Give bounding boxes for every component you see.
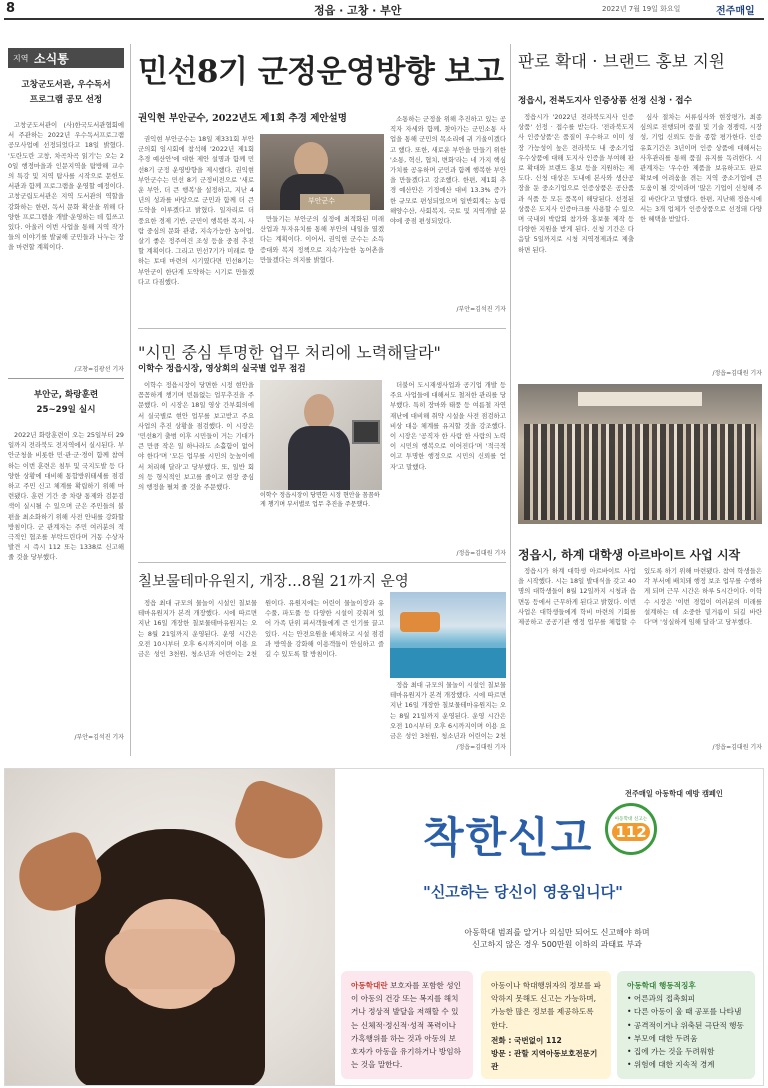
page-header xyxy=(4,0,764,18)
column-rule-2 xyxy=(510,44,511,756)
ad-box3-item-2: • 다른 아동이 울 때 공포를 나타냄 xyxy=(627,1007,742,1017)
article4-photo-pool xyxy=(390,648,506,678)
ad-112-badge-number: 112 xyxy=(612,823,650,841)
column-rule xyxy=(130,44,131,756)
article3-photo-caption: 이학수 정읍시장이 당면한 시정 현안을 꼼꼼하게 챙기며 부서별로 업무 추진을 주문했다. xyxy=(260,492,380,508)
article1-photo-nameplate: 부안군수 xyxy=(308,197,336,205)
ad-child-photo xyxy=(5,769,335,1086)
article5-byline: /정읍=김대원 기자 xyxy=(712,744,762,751)
ad-box2-body: 아동이나 학대행위자의 정보를 파악하지 못해도 신고는 가능하며, 가능한 많은 정보를 제공하도록 한다. xyxy=(491,981,601,1030)
article3-photo-person-body xyxy=(288,426,350,490)
article1-body-b: 만들기는 부안군의 실정에 최적화된 미래산업과 투자유치를 통해 부안의 내일을 열겠다는 계획이다. 이어서, 권익현 군수는 소득증대와 복지 정책으로 지속가능한 농어촌을 만들겠다는 의지를 밝혔다. xyxy=(260,215,384,264)
article2-headline: 판로 확대 · 브랜드 홍보 지원 xyxy=(518,52,725,71)
article3-body-b: 더불어 도시재생사업과 공기업 개발 등 주요 사업들에 대해서도 철저한 관리를 당부했다. 특히 장마와 태풍 등 여름철 자연재난에 대비해 취약 시설을 사전 점검하고 비상 대응 체계를 유지할 것을 강조했다. 이 시장은 '공직자 한 사람 한 사람의 노력이 시민의 행복으로 이어진다'며 '적극적이고 투명한 행정으로 시민의 신뢰를 얻자'고 말했다. xyxy=(390,381,506,471)
article3-photo-monitor xyxy=(352,420,380,444)
ad-box3-item-1: • 어른과의 접촉회피 xyxy=(627,994,696,1004)
article5-headline: 정읍시, 하계 대학생 아르바이트 사업 시작 xyxy=(518,548,741,562)
ad-box2-visit: 방문 : 관할 지역아동보호전문기관 xyxy=(491,1049,598,1072)
ad-box-report xyxy=(481,971,611,1079)
ad-box3-item-5: • 집에 가는 것을 두려워함 xyxy=(627,1047,715,1057)
article3-photo-person-head xyxy=(304,394,334,430)
ad-box1-title: 아동학대란 xyxy=(351,981,388,990)
article1-photo xyxy=(260,134,384,210)
ad-banner xyxy=(4,768,764,1086)
article3-subhead: 이학수 정읍시장, 영상회의 실국별 업무 점검 xyxy=(138,364,306,374)
ad-box3-item-3: • 공격적이거나 위축된 극단적 행동 xyxy=(627,1020,744,1030)
ad-box-definition xyxy=(341,971,473,1079)
ad-box3-title: 아동학대 행동적징후 xyxy=(627,981,696,990)
sidebar-label: 지역 xyxy=(13,54,29,63)
article5-body: 정읍시가 하계 대학생 아르바이트 사업을 시작했다. 시는 18일 발대식을 갖고 40명의 대학생들이 8월 12일까지 시청과 읍면동 등에서 근무하게 된다고 밝혔다. 이번 사업은 대학생들에게 학비 마련의 기회를 제공하고 공공기관 행정 업무를 체험할 수 있도록 하기 위해 마련됐다. 참여 학생들은 각 부서에 배치돼 행정 보조 업무를 수행하게 되며 근무 시간은 하루 5시간이다. 이학수 시장은 '이번 경험이 여러분의 미래를 설계하는 데 소중한 밑거름이 되길 바란다'며 '성실하게 임해 달라'고 당부했다. xyxy=(518,567,762,627)
article1-body-a: 권익현 부안군수는 18일 제331회 부안군의회 임시회에 참석해 '2022년 제1회 추경 예산안'에 대한 제안 설명과 함께 민선8기 군정 운영방향을 제시했다. 권익현 부안군수는 민선 8기 군정비전으로 '새로운 부안, 더 큰 행복'을 설정하고, 지난 4년의 성과를 바탕으로 군민과 함께 더 큰 도약을 이루겠다고 밝혔다. 일자리로 더 풍요한 경제 기반, 군민이 행복한 복지, 사람 중심의 문화 관광, 지속가능한 농어업, 살기 좋은 정주여건 조성 등을 중점 추진할 계획이다. 그리고 민선7기가 미래로 향하는 토대 마련의 시기였다면 민선8기는 부안군이 한단계 도약하는 시기로 만들겠다고 다짐했다. xyxy=(138,135,254,286)
ad-112-badge xyxy=(605,803,657,855)
ad-box2-phone: 전화 : 국번없이 112 xyxy=(491,1035,562,1045)
article4-body-b: 정읍 최대 규모의 물놀이 시설인 칠보물테마유원지가 본격 개장했다. 시에 따르면 지난 16일 개장한 칠보물테마유원지는 오는 8월 21일까지 운영된다. 운영 시간은 오전 10시부터 오후 6시까지이며 이용 요금은 성인 3천원, 청소년과 어린이는 2천 xyxy=(390,681,506,740)
article4-body: 정읍 최대 규모의 물놀이 시설인 칠보물테마유원지가 본격 개장했다. 시에 따르면 지난 16일 개장한 칠보물테마유원지는 오는 8월 21일까지 운영된다. 운영 시간은 오전 10시부터 오후 6시까지이며 이용 요금은 성인 3천원, 청소년과 어린이는 2천원이다. 유원지에는 어린이 물놀이장과 유수풀, 파도풀 등 다양한 시설이 갖춰져 있어 가족 단위 피서객들에게 큰 인기를 끌고 있다. 시는 안전요원을 배치하고 시설 점검과 방역을 강화해 이용객들이 안심하고 즐길 수 있도록 할 방침이다. xyxy=(138,599,384,659)
ad-child-hands xyxy=(105,929,235,989)
article4-photo-slide xyxy=(400,612,440,632)
newspaper-name: 전주매일 xyxy=(716,6,755,17)
ad-box-signs xyxy=(617,971,755,1079)
article5-photo-crowd xyxy=(524,424,756,520)
sidebar-label-box xyxy=(8,48,124,68)
article1-body-c: 소통하는 군정을 위해 추진하고 있는 공직자 자세와 함께, 찾아가는 군민소통 사업을 통해 군민의 목소리에 귀 기울이겠다고 했다. 또한, 새로운 부안을 만들기 위한 '소통, 혁신, 협치, 변화'라는 네 가지 핵심 가치를 공유하며 군민과 함께 행복한 부안을 만들겠다고 강조했다. 한편, 제1회 추경 예산안은 기정예산 대비 13.3% 증가한 규모로 편성되었으며 일반회계는 농림해양수산, 사회복지, 국토 및 지역개발 분야에 중점 편성되었다. xyxy=(390,115,506,226)
ad-org: 전주매일 아동학대 예방 캠페인 xyxy=(625,789,723,798)
ad-box3-item-4: • 부모에 대한 두려움 xyxy=(627,1033,698,1043)
sidebar-news2-byline: /부안=김석진 기자 xyxy=(74,734,124,741)
page-number: 8 xyxy=(6,1,16,16)
ad-box1-body: 보호자를 포함한 성인이 아동의 건강 또는 복지를 해치거나 정상적 발달을 저해할 수 있는 신체적·정신적·성적 폭력이나 가혹행위를 하는 것과 아동의 보호자가 아동을 유기하거나 방임하는 것을 말한다. xyxy=(351,981,461,1070)
article3-byline: /정읍=김대원 기자 xyxy=(456,550,506,557)
issue-date: 2022년 7월 19일 화요일 xyxy=(602,5,681,13)
ad-box3-item-6: • 위험에 대한 지속적 경계 xyxy=(627,1060,715,1070)
sidebar-divider xyxy=(8,378,124,379)
sidebar-news2-body: 2022년 화랑훈련이 오는 25일부터 29일까지 전라북도 전지역에서 실시된다. 부안군청을 비롯한 민·관·군·경이 함께 참여하는 이번 훈련은 침투 및 국지도발 등 다양한 상황에 대비해 통합방위태세를 점검하고 주민 신고 체계를 확립하기 위해 마련됐다. 훈련 기간 중 차량 통제와 검문검색이 실시될 수 있으며 군은 주민들의 불편을 최소화하기 위해 사전 안내를 강화할 방침이다. 군 관계자는 주민 여러분의 적극적인 협조를 부탁드린다며 거동 수상자 발견 시 즉시 112 또는 1338로 신고해 줄 것을 당부했다. xyxy=(8,431,124,562)
article4-photo xyxy=(390,592,506,678)
article4-headline: 칠보물테마유원지, 개장…8월 21까지 운영 xyxy=(138,574,409,590)
sidebar-news1-body: 고창군도서관이 (사)한국도서관협회에서 주관하는 2022년 우수독서프로그램 공모사업에 선정되었다고 18일 밝혔다. '도란도란 고창, 차곡차곡 읽기'는 오는 20일 행정마을과 인문지역을 탐방해 교수의 특강 및 지역 탐사를 시작으로 문헌도서관과 함께 프로그램을 운영할 예정이다. 고창군립도서관은 지역 도서관의 역할을 강화하는 한편, 독서 문화 확산을 위해 다양한 프로그램을 개발·운영하는 데 힘쓰고 있다. 아울러 이번 사업을 통해 지역 작가들의 이야기를 발굴해 군민들과 나누는 장을 마련할 계획이다. xyxy=(8,121,124,252)
sidebar-title: 소식통 xyxy=(34,52,69,66)
article2-byline: /정읍=김대원 기자 xyxy=(712,370,762,377)
article3-rule xyxy=(138,328,506,329)
ad-logo-text: 착한신고 xyxy=(423,813,594,862)
article4-rule xyxy=(138,562,506,563)
article3-photo xyxy=(260,380,382,490)
sidebar-news2-headline: 부안군, 화랑훈련 25~29일 실시 xyxy=(33,390,99,415)
article3-headline: "시민 중심 투명한 업무 처리에 노력해달라" xyxy=(138,343,441,362)
article2-subhead: 정읍시, 전북도지사 인증상품 선정 신청 · 접수 xyxy=(518,96,692,106)
section-title: 정읍 · 고창 · 부안 xyxy=(314,4,402,17)
article2-body-b: 심사 절차는 서류심사와 현장평가, 최종 심의로 진행되며 품질 및 기술 경쟁력, 시장성, 기업 신뢰도 등을 종합 평가한다. 인증 유효기간은 3년이며 인증 상품에 대해서는 사후관리를 통해 품질 유지를 독려한다. 시 관계자는 '우수한 제품을 보유하고도 판로 확보에 어려움을 겪는 지역 중소기업에 큰 도움이 될 것'이라며 '많은 기업이 신청해 주길 바란다'고 말했다. 한편, 지난해 정읍시에서는 3개 업체가 인증상품으로 선정돼 다양한 혜택을 받았다. xyxy=(640,113,762,224)
ad-112-badge-top: 아동학대 신고는 xyxy=(614,817,648,822)
ad-desc: 아동학대 범죄를 알거나 의심만 되어도 신고해야 하며 신고하지 않은 경우 500만원 이하의 과태료 부과 xyxy=(464,928,650,949)
article5-photo-banner xyxy=(578,392,702,406)
article5-photo xyxy=(518,384,762,524)
article1-subhead: 권익현 부안군수, 2022년도 제1회 추경 제안설명 xyxy=(138,113,347,124)
article1-byline: /부안=김석진 기자 xyxy=(456,306,506,313)
ad-slogan: "신고하는 당신이 영웅입니다" xyxy=(423,883,623,901)
ad-adult-hand-right xyxy=(228,776,331,867)
header-rule xyxy=(4,18,764,20)
article4-byline: /정읍=김대원 기자 xyxy=(456,744,506,751)
article2-body-a: 정읍시가 '2022년 전라북도지사 인증상품' 선정 · 접수를 받는다. '전라북도지사 인증상품'은 품질이 우수하고 이미 성장 가능성이 높은 전라북도 내 중소기업 우수상품에 대해 도지사 인증을 부여해 판로 확대와 브랜드 홍보 등을 지원하는 제도다. 신청 대상은 도내에 본사와 생산공장을 둔 중소기업으로 인증상품은 공산품과 식품 등 모든 품목이 해당된다. 선정된 상품은 도지사 인증마크를 사용할 수 있으며 국내외 박람회 참가와 홍보물 제작 등 다양한 지원을 받게 된다. 신청 기간은 다음달 5일까지로 시청 지역경제과로 제출하면 된다. xyxy=(518,113,634,254)
article3-body-a: 이학수 정읍시장이 당면한 시정 현안을 꼼꼼하게 챙기며 빈틈없는 업무추진을 주문했다. 이 시장은 18일 영상 간부회의에서 실국별로 현안 업무를 보고받고 주요 사업의 추진 상황을 점검했다. 이 시장은 '민선8기 출범 이후 시민들이 거는 기대가 큰 만큼 작은 일 하나라도 소홀함이 없어야 한다'며 '모든 업무를 시민의 눈높이에서 처리해 달라'고 당부했다. 또, 일반 회의 등 형식적인 보고를 줄이고 현장 중심의 행정을 펼쳐 줄 것을 주문했다. xyxy=(138,381,254,492)
sidebar-news1-byline: /고창=김광선 기자 xyxy=(74,366,124,373)
article1-headline: 민선8기 군정운영방향 보고 xyxy=(138,54,504,90)
sidebar-news1-headline: 고창군도서관, 우수독서 프로그램 공모 선정 xyxy=(21,80,111,105)
